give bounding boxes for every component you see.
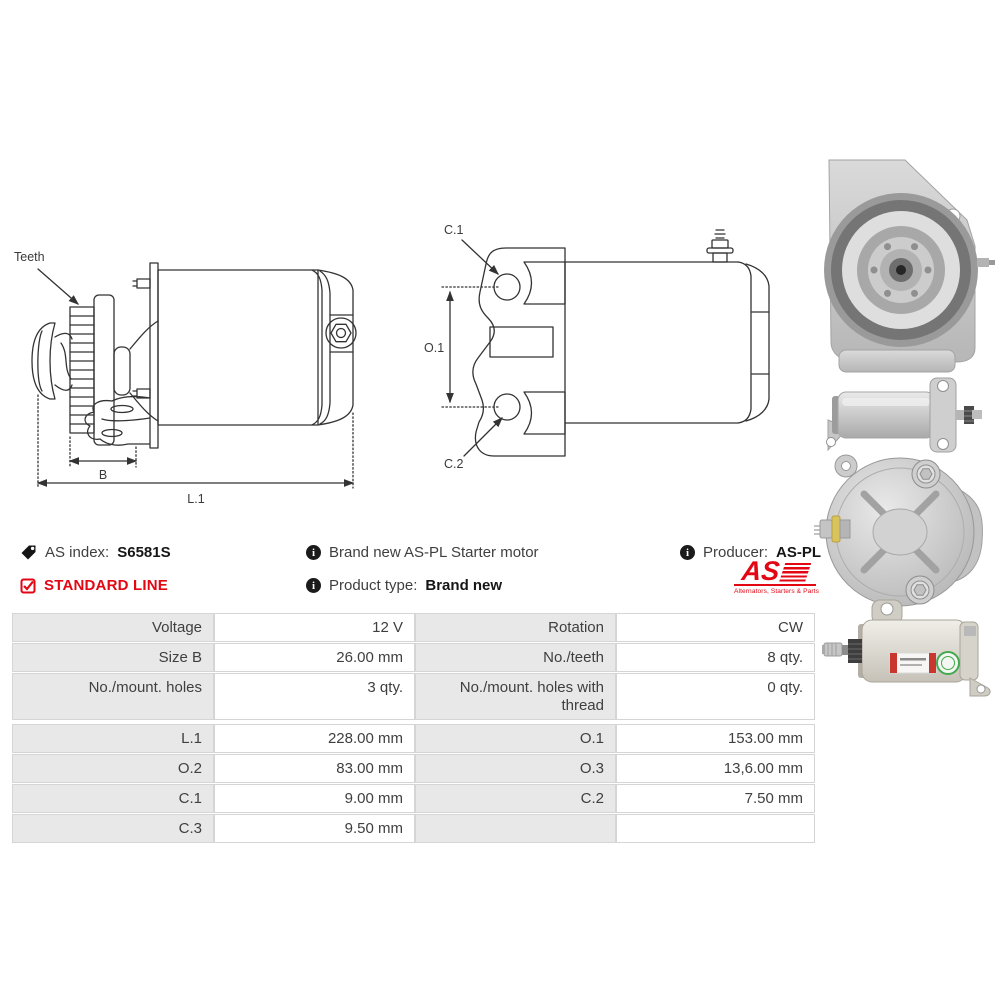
dim-b-label: B: [98, 468, 108, 482]
info-icon: i: [306, 545, 321, 560]
info-icon: i: [680, 545, 695, 560]
tag-icon: [20, 544, 37, 561]
brand-new-row: [306, 544, 539, 561]
spec-label: C.3: [12, 814, 214, 843]
as-pl-logo: [734, 556, 819, 595]
spec-value: 228.00 mm: [214, 724, 415, 753]
spec-value: 12 V: [214, 613, 415, 642]
spec-value: 8 qty.: [616, 643, 815, 672]
as-index-row: [20, 544, 171, 561]
as-index-value: S6581S: [117, 544, 171, 561]
info-icon: i: [306, 578, 321, 593]
as-index-label: AS index:: [45, 544, 110, 561]
technical-drawing-flange-view: [420, 200, 802, 482]
standard-line-badge: STANDARD LINE: [44, 577, 168, 594]
spec-label: C.1: [12, 784, 214, 813]
spec-value: CW: [616, 613, 815, 642]
product-photo-end-cover[interactable]: [812, 450, 988, 612]
spec-value: 0 qty.: [616, 673, 815, 720]
spec-label: O.1: [415, 724, 616, 753]
standard-line-row: [20, 577, 168, 594]
product-photo-labeled-side-view[interactable]: [822, 598, 992, 708]
spec-label: No./teeth: [415, 643, 616, 672]
product-type-label: Product type:: [329, 577, 418, 594]
spec-label: Voltage: [12, 613, 214, 642]
spec-label: O.3: [415, 754, 616, 783]
spec-label: Rotation: [415, 613, 616, 642]
spec-value: 153.00 mm: [616, 724, 815, 753]
spec-value: 9.00 mm: [214, 784, 415, 813]
spec-value: 83.00 mm: [214, 754, 415, 783]
spec-value: 26.00 mm: [214, 643, 415, 672]
spec-value: 9.50 mm: [214, 814, 415, 843]
spec-value: 7.50 mm: [616, 784, 815, 813]
as-pl-logo-stripes-icon: [779, 563, 811, 583]
spec-label: No./mount. holes with thread: [415, 673, 616, 720]
spec-label: C.2: [415, 784, 616, 813]
spec-value: [616, 814, 815, 843]
spec-value: 3 qty.: [214, 673, 415, 720]
spec-label: Size B: [12, 643, 214, 672]
dim-l1-label: L.1: [187, 492, 205, 506]
brand-new-text: Brand new AS-PL Starter motor: [329, 544, 539, 561]
spec-table: [12, 612, 815, 843]
producer-value: AS-PL: [776, 544, 822, 561]
spec-label: O.2: [12, 754, 214, 783]
product-type-value: Brand new: [425, 577, 503, 594]
spec-value: 13,6.00 mm: [616, 754, 815, 783]
product-photo-side-view[interactable]: [822, 372, 982, 458]
spec-label: L.1: [12, 724, 214, 753]
producer-label: Producer:: [703, 544, 769, 561]
technical-drawing-side-view: [8, 245, 400, 513]
teeth-label: Teeth: [14, 250, 45, 264]
dim-o1-label: O.1: [424, 341, 445, 355]
as-pl-logo-tagline: Alternators, Starters & Parts: [734, 588, 819, 595]
checkbox-checked-icon: [20, 578, 36, 594]
dim-c2-label: C.2: [444, 457, 464, 471]
as-pl-logo-text: AS: [740, 556, 782, 586]
dim-c1-label: C.1: [444, 223, 464, 237]
product-photo-front-view[interactable]: [815, 152, 997, 378]
spec-label: [415, 814, 616, 843]
spec-label: No./mount. holes: [12, 673, 214, 720]
product-type-row: [306, 577, 502, 594]
